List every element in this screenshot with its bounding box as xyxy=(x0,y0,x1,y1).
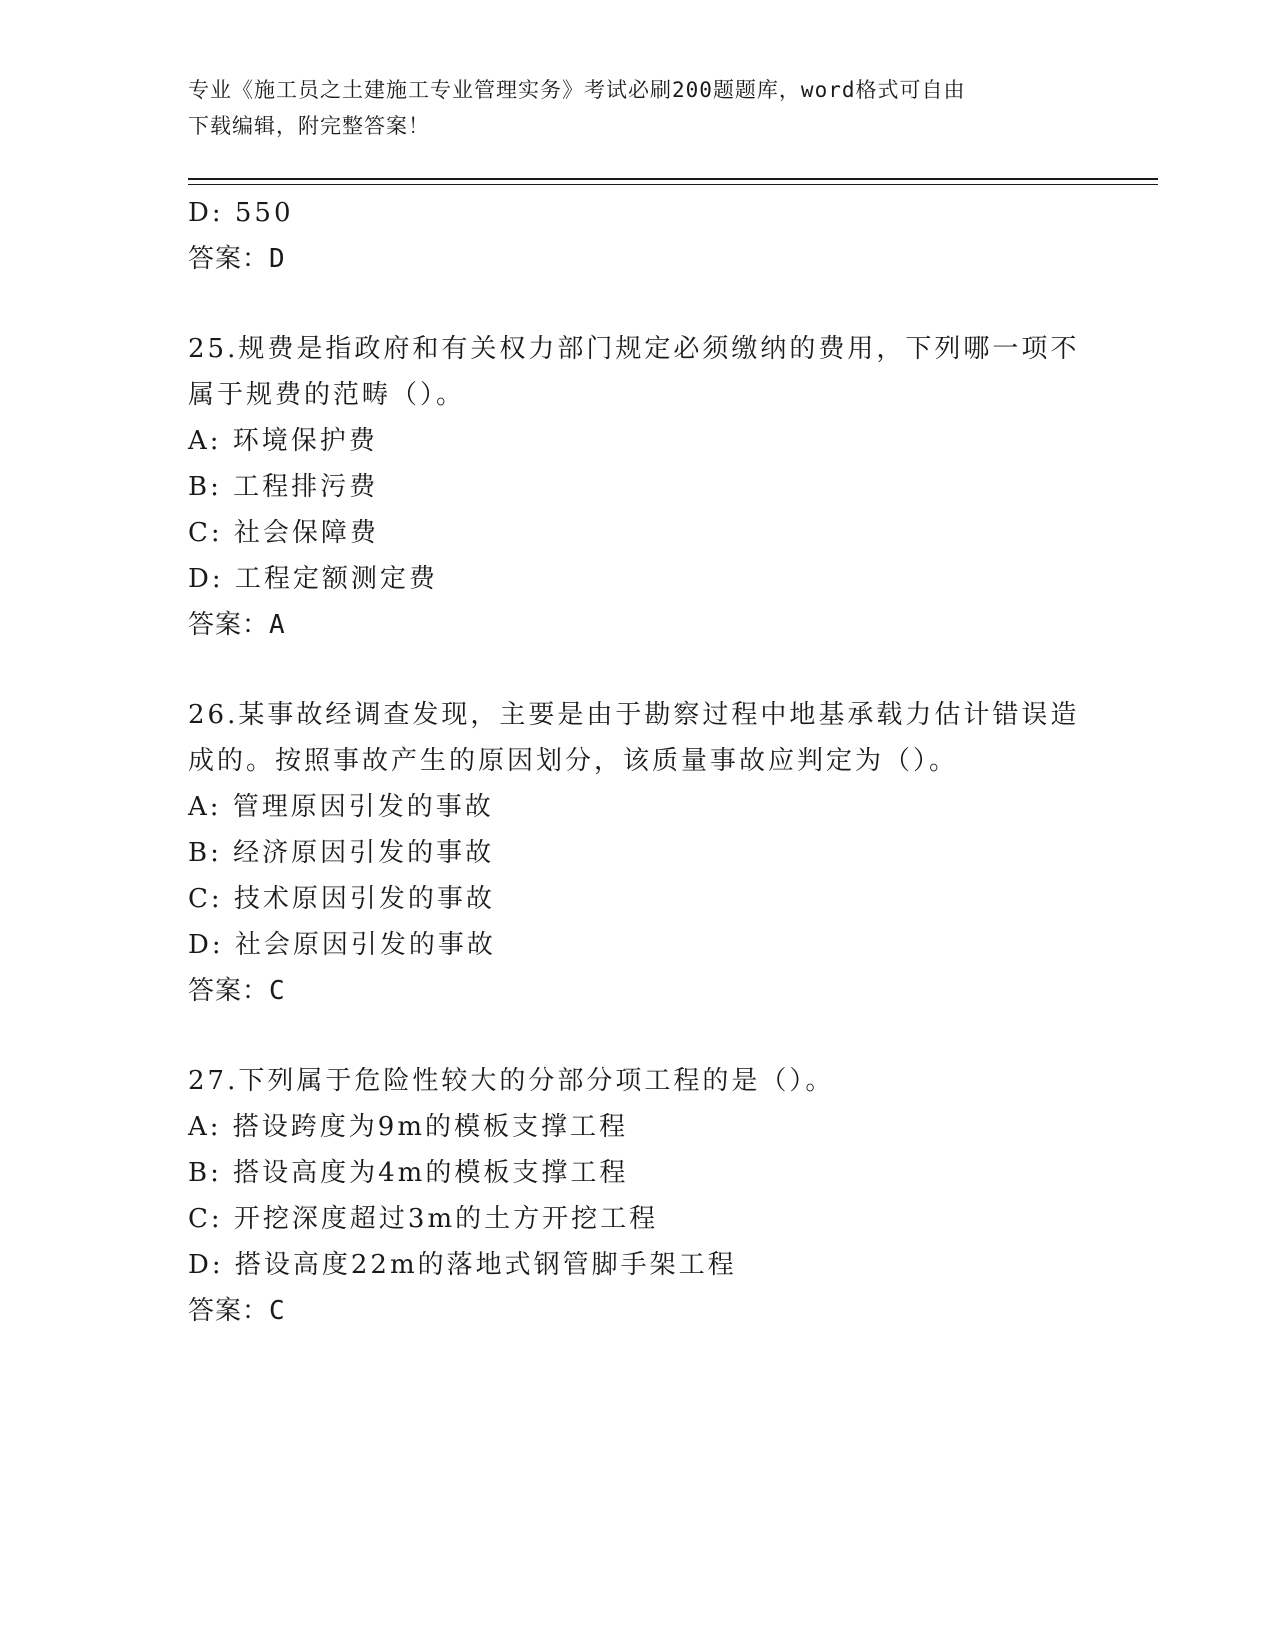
prev-answer: 答案：D xyxy=(188,244,286,274)
answer: 答案：C xyxy=(188,976,286,1006)
header-divider-thick xyxy=(188,178,1158,180)
question-27 xyxy=(188,1058,1088,1334)
option-d: D: 工程定额测定费 xyxy=(188,564,438,594)
question-25 xyxy=(188,326,1088,648)
question-content xyxy=(188,190,1088,1334)
option-d: D: 社会原因引发的事故 xyxy=(188,930,496,960)
question-26 xyxy=(188,692,1088,1014)
question-stem: 26.某事故经调查发现，主要是由于勘察过程中地基承载力估计错误造 xyxy=(188,700,1080,730)
question-stem: 27.下列属于危险性较大的分部分项工程的是（）。 xyxy=(188,1066,835,1096)
option-a: A: 管理原因引发的事故 xyxy=(188,792,494,822)
option-b: B: 经济原因引发的事故 xyxy=(188,838,495,868)
question-stem: 属于规费的范畴（）。 xyxy=(188,380,466,410)
answer: 答案：A xyxy=(188,610,286,640)
prev-option-d: D: 550 xyxy=(188,198,294,228)
question-stem: 成的。按照事故产生的原因划分，该质量事故应判定为（）。 xyxy=(188,746,959,776)
option-c: C: 开挖深度超过3m的土方开挖工程 xyxy=(188,1204,659,1234)
answer: 答案：C xyxy=(188,1296,286,1326)
option-d: D: 搭设高度22m的落地式钢管脚手架工程 xyxy=(188,1250,737,1280)
option-c: C: 技术原因引发的事故 xyxy=(188,884,495,914)
header-line-2: 下载编辑，附完整答案！ xyxy=(188,114,430,138)
option-a: A: 搭设跨度为9m的模板支撑工程 xyxy=(188,1112,628,1142)
option-a: A: 环境保护费 xyxy=(188,426,378,456)
option-c: C: 社会保障费 xyxy=(188,518,379,548)
document-header xyxy=(188,72,1088,144)
option-b: B: 工程排污费 xyxy=(188,472,379,502)
question-stem: 25.规费是指政府和有关权力部门规定必须缴纳的费用，下列哪一项不 xyxy=(188,334,1080,364)
option-b: B: 搭设高度为4m的模板支撑工程 xyxy=(188,1158,629,1188)
header-line-1: 专业《施工员之土建施工专业管理实务》考试必刷200题题库，word格式可自由 xyxy=(188,78,966,102)
header-divider-thin xyxy=(188,184,1158,185)
